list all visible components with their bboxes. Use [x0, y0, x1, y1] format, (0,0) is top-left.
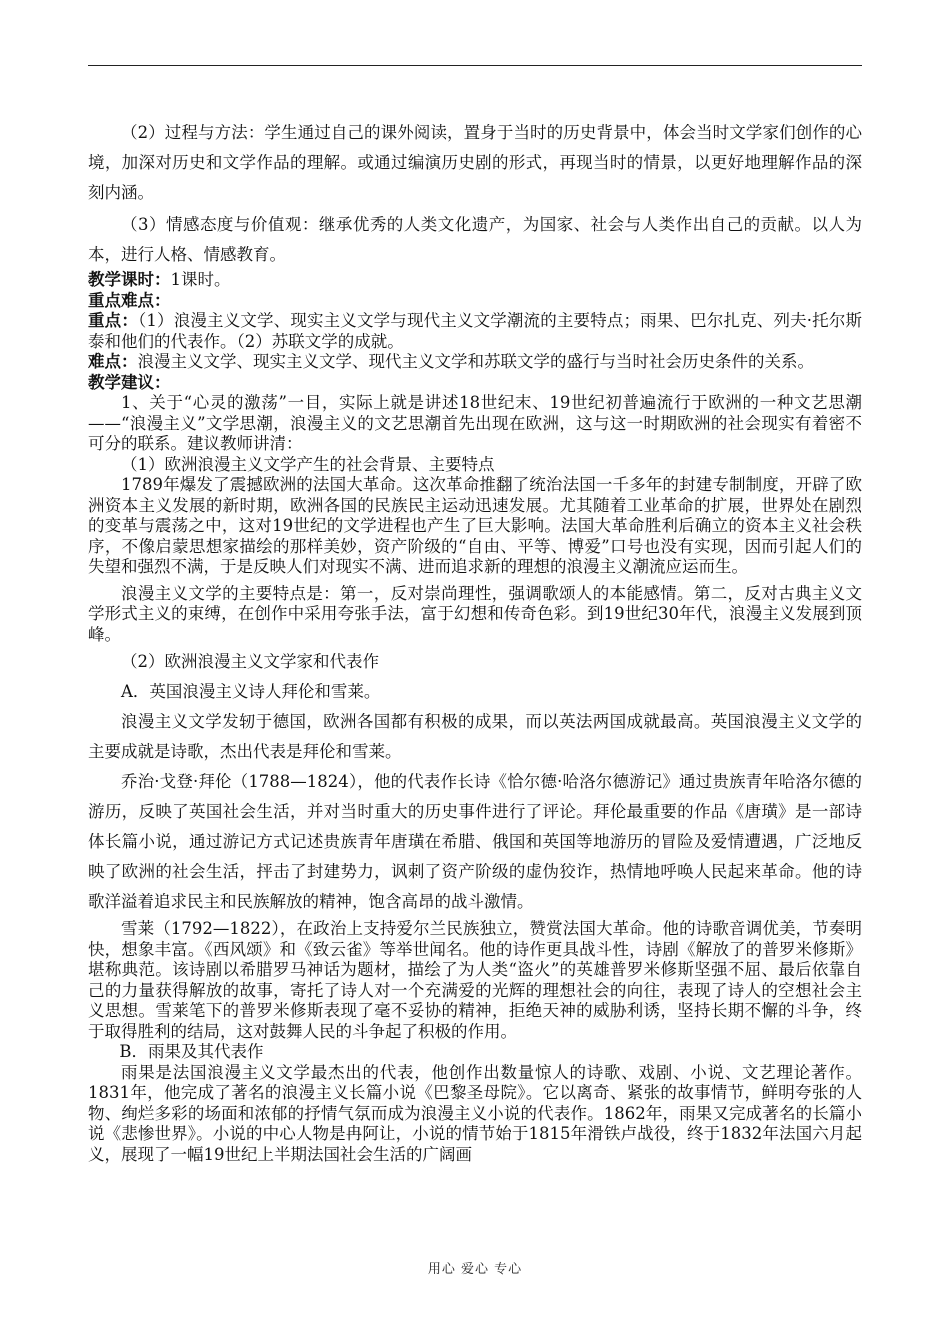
teaching-hours-label: 教学课时：: [88, 270, 171, 289]
teaching-hours: [88, 270, 862, 291]
paragraph-suggestion-1: 1、关于“心灵的激荡”一目，实际上就是讲述18世纪末、19世纪初普遍流行于欧洲的一种文艺思潮——“浪漫主义”文学思潮，浪漫主义的文艺思潮首先出现在欧洲，这与这一时期欧洲的社会现实有着密不可分的联系。建议教师讲清：: [88, 393, 862, 453]
header-rule: [88, 65, 862, 66]
subheading-romantic-background: （1）欧洲浪漫主义文学产生的社会背景、主要特点: [121, 454, 495, 474]
key-points: [88, 311, 862, 352]
key-difficulty-heading: 重点难点：: [88, 290, 171, 310]
subheading-romantic-writers: （2）欧洲浪漫主义文学家和代表作: [121, 652, 379, 671]
teaching-suggestion-heading: 教学建议：: [88, 372, 171, 392]
document-body: [88, 118, 862, 1165]
subheading-hugo: B．雨果及其代表作: [119, 1042, 264, 1061]
teaching-hours-text: 1课时。: [170, 270, 231, 289]
difficulties: [88, 352, 862, 373]
difficulties-text: 浪漫主义文学、现实主义文学、现代主义文学和苏联文学的盛行与当时社会历史条件的关系。: [137, 352, 814, 371]
paragraph-german-origin: 浪漫主义文学发轫于德国，欧洲各国都有积极的成果，而以英法两国成就最高。英国浪漫主义文学的主要成就是诗歌，杰出代表是拜伦和雪莱。: [88, 712, 862, 761]
paragraph-french-revolution: 1789年爆发了震撼欧洲的法国大革命。这次革命推翻了统治法国一千多年的封建专制制度，开辟了欧洲资本主义发展的新时期，欧洲各国的民族民主运动迅速发展。尤其随着工业革命的扩展，世界处在剧烈的变革与震荡之中，这对19世纪的文学进程也产生了巨大影响。法国大革命胜利后确立的资本主义社会秩序，不像启蒙思想家描绘的那样美妙，资产阶级的“自由、平等、博爱”口号也没有实现，因而引起人们的失望和强烈不满，于是反映人们对现实不满、进而追求新的理想的浪漫主义潮流应运而生。: [88, 475, 862, 576]
subheading-english-poets: A．英国浪漫主义诗人拜伦和雪莱。: [121, 682, 381, 701]
page-footer: 用心 爱心 专心: [427, 1262, 523, 1277]
paragraph-byron: 乔治·戈登·拜伦（1788—1824），他的代表作长诗《恰尔德·哈洛尔德游记》通过贵族青年哈洛尔德的游历，反映了英国社会生活，并对当时重大的历史事件进行了评论。拜伦最重要的作品《唐璜》是一部诗体长篇小说，通过游记方式记述贵族青年唐璜在希腊、俄国和英国等地游历的冒险及爱情遭遇，广泛地反映了欧洲的社会生活，抨击了封建势力，讽刺了资产阶级的虚伪狡诈，热情地呼唤人民起来革命。他的诗歌洋溢着追求民主和民族解放的精神，饱含高昂的战斗激情。: [88, 772, 862, 911]
key-points-label: 重点：: [88, 311, 138, 330]
difficulties-label: 难点：: [88, 352, 138, 371]
paragraph-process-method: （2）过程与方法：学生通过自己的课外阅读，置身于当时的历史背景中，体会当时文学家们创作的心境，加深对历史和文学作品的理解。或通过编演历史剧的形式，再现当时的情景，以更好地理解作品的深刻内涵。: [88, 123, 862, 202]
paragraph-hugo: 雨果是法国浪漫主义文学最杰出的代表，他创作出数量惊人的诗歌、戏剧、小说、文艺理论著作。1831年，他完成了著名的浪漫主义长篇小说《巴黎圣母院》。它以离奇、紧张的故事情节，鲜明夸张的人物、绚烂多彩的场面和浓郁的抒情气氛而成为浪漫主义小说的代表作。1862年，雨果又完成著名的长篇小说《悲惨世界》。小说的中心人物是冉阿让，小说的情节始于1815年滑铁卢战役，终于1832年法国六月起义，展现了一幅19世纪上半期法国社会生活的广阔画: [88, 1062, 862, 1164]
paragraph-shelley: 雪莱（1792—1822），在政治上支持爱尔兰民族独立，赞赏法国大革命。他的诗歌音调优美，节奏明快，想象丰富。《西风颂》和《致云雀》等举世闻名。他的诗作更具战斗性，诗剧《解放了的普罗米修斯》堪称典范。该诗剧以希腊罗马神话为题材，描绘了为人类“盗火”的英雄普罗米修斯坚强不屈、最后依靠自己的力量获得解放的故事，寄托了诗人对一个充满爱的光辉的理想社会的向往，表现了诗人的空想社会主义思想。雪莱笔下的普罗米修斯表现了毫不妥协的精神，拒绝天神的威胁利诱，坚持长期不懈的斗争，终于取得胜利的结局，这对鼓舞人民的斗争起了积极的作用。: [88, 919, 862, 1041]
paragraph-romantic-features: 浪漫主义文学的主要特点是：第一，反对崇尚理性，强调歌颂人的本能感情。第二，反对古典主义文学形式主义的束缚，在创作中采用夸张手法，富于幻想和传奇色彩。到19世纪30年代，浪漫主义发展到顶峰。: [88, 583, 862, 644]
paragraph-emotion-values: （3）情感态度与价值观：继承优秀的人类文化遗产，为国家、社会与人类作出自己的贡献。以人为本，进行人格、情感教育。: [88, 215, 862, 264]
key-points-text: （1）浪漫主义文学、现实主义文学与现代主义文学潮流的主要特点；雨果、巴尔扎克、列夫·托尔斯泰和他们的代表作。（2）苏联文学的成就。: [88, 311, 862, 351]
